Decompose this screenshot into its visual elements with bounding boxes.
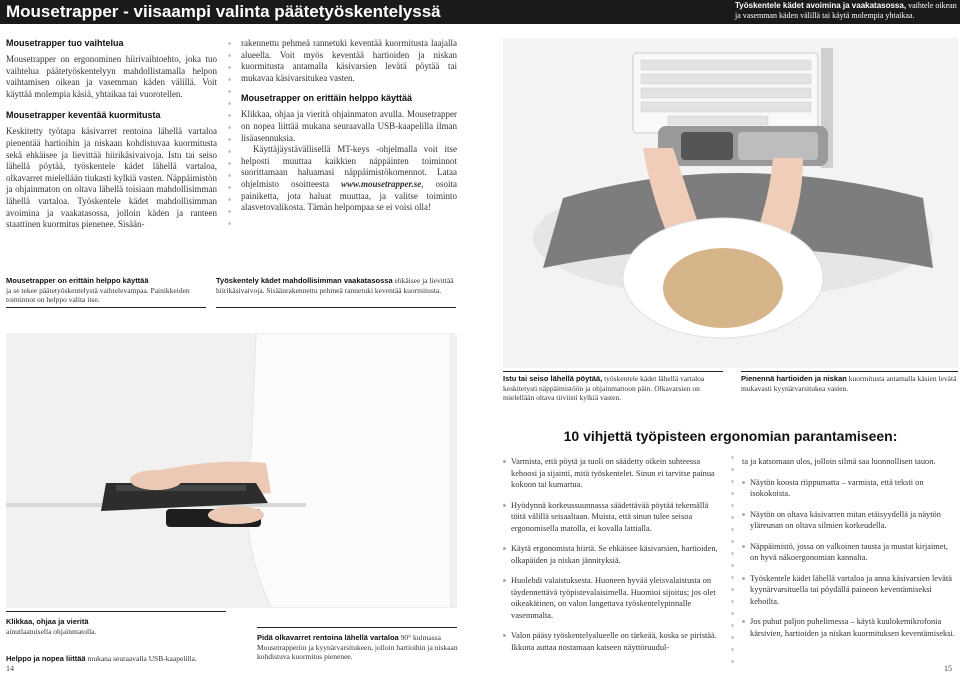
col2-heading: Mousetrapper on erittäin helppo käyttää xyxy=(241,93,413,104)
caption-click xyxy=(6,617,206,636)
section2-text: Keskitetty työtapa käsivarret rentoina lähellä vartaloa pienentää hartioihin ja niskaan kohdistuvaa kuormitusta sekä ehkäisee ja lievittää hiirikäsivaivoja. Istu tai seiso lähellä pöytää, työskentele kädet lähellä vartaloa, olkavarret mielellään tiukasti kylkiä vasten. Näppäimistön ja ohjainmaton on oltava lähellä toisiaan mahdollisimman lähellä vartaloa. Työskentele kädet mahdollisimman avoimina ja vaakatasossa, jolloin käden ja ranteen staattinen kuormitus pienenee. Sisään- xyxy=(6,126,217,230)
section2-heading: Mousetrapper keventää kuormitusta xyxy=(6,110,161,121)
photo-side-view-illustration xyxy=(6,333,457,608)
tip-item: Näytön koosta riippumatta – varmista, että teksti on isokokoista. xyxy=(742,477,958,500)
header-caption xyxy=(735,1,957,21)
photo-side-view xyxy=(6,333,457,608)
caption-horizontal-text: ehkäisee ja lievittää hiirikäsivaivoja. Sisäänrakennettu pehmeä rannetuki keventää kuormitusta. xyxy=(216,276,454,295)
caption-sit xyxy=(503,374,723,403)
col2-continued: rakennettu pehmeä rannetuki keventää kuormitusta laajalla alueella. Voit myös keventää hartioiden ja niskan kuormitusta antamalla käsivarsien levätä pöytää tai mukavaa käsivarsitukea vasten. xyxy=(241,38,457,83)
page-number-right: 15 xyxy=(944,664,952,673)
photo-top-view xyxy=(503,38,958,368)
intro-section xyxy=(6,38,217,231)
caption-reduce xyxy=(741,374,958,393)
intro-heading: Mousetrapper tuo vaihtelua xyxy=(6,38,124,48)
tip-item: Varmista, että pöytä ja tuoli on säädetty oikein suhteessa kehoosi ja sijainti, mitä työskentelet. Sinun ei tarvitse painua kokoon tai kumartua. xyxy=(503,456,721,491)
caption-click-bold: Klikkaa, ohjaa ja vieritä xyxy=(6,617,89,626)
tip-item: Työskentele kädet lähellä vartaloa ja anna käsivarsien levätä kyynärvarsituella tai pöydällä paineon keventämiseksi kehoilta. xyxy=(742,573,958,608)
caption-arms xyxy=(257,633,467,662)
page-title: Mousetrapper - viisaampi valinta päätetyöskentelyssä xyxy=(6,2,441,21)
caption-horizontal xyxy=(216,276,456,295)
caption-arms-bold: Pidä olkavarret rentoina lähellä vartaloa xyxy=(257,633,399,642)
tip-item: Näytön on oltava käsivarren mitan etäisyydellä ja näytön yläreunan on oltava silmien korkeudella. xyxy=(742,509,958,532)
column-two xyxy=(241,38,457,214)
caption-click-text: ainutlaatuisella ohjainmatolla. xyxy=(6,626,97,636)
dot-separator xyxy=(228,42,231,234)
caption-reduce-bold: Pienennä hartioiden ja niskan xyxy=(741,374,847,383)
tips-left-column xyxy=(503,456,721,662)
header-caption-bold: Työskentele kädet avoimina ja vaakatasossa, xyxy=(735,1,907,10)
col2-para1: Klikkaa, ohjaa ja vieritä ohjainmaton avulla. Mousetrapper on nopea liittää mukana seuraavalla USB-kaapelilla ilman lisäasennuksia. xyxy=(241,109,457,143)
caption-easy xyxy=(6,276,206,305)
mousetrapper-link[interactable]: www.mousetrapper.se xyxy=(341,178,422,189)
caption-horizontal-bold: Työskentely kädet mahdollisimman vaakatasossa xyxy=(216,276,393,285)
tips-title: 10 vihjettä työpisteen ergonomian parantamiseen: xyxy=(563,428,898,444)
tip-item: Huolehdi valaistuksesta. Huoneen hyvää yleisvalaistusta on täydennettävä työpistevalaisimella. Huomioi sijoitus; jos olet oikeakätinen, on valon langettava työskentelypinnalle vasemmalta. xyxy=(503,575,721,621)
caption-sit-bold: Istu tai seiso lähellä pöytää, xyxy=(503,374,603,383)
page-number-left: 14 xyxy=(6,664,14,673)
header-caption-text: vaihtele oikean ja vasemman käden välillä tai käytä molempia yhtaikaa. xyxy=(735,1,957,20)
caption-rule-mid xyxy=(216,307,456,308)
tip-continued: ta ja katsomaan ulos, jolloin silmä saa luonnollisen tauon. xyxy=(742,457,936,466)
photo-top-view-illustration xyxy=(503,38,958,368)
caption-quick xyxy=(6,654,226,664)
tips-dot-separator xyxy=(731,456,735,672)
caption-easy-text: ja se tekee päätetyöskentelystä vaihtelevampaa. Painikkeiden toiminnot on helppo valita itse. xyxy=(6,285,190,304)
caption-rule-bottom-mid xyxy=(257,627,457,628)
tip-item: Jos puhut paljon puhelimessa – käytä kuulokemikrofonia kärsivien, hartioiden ja niskan kuormituksen keventämiseksi. xyxy=(742,616,958,639)
col2-para2-after: , osoita painiketta, jota haluat muuttaa, ja valitse toiminto alasvetovalikosta. Tämän helpompaa se ei voisi olla! xyxy=(241,178,458,213)
caption-rule-bottom-left xyxy=(6,611,226,612)
caption-quick-text: mukana seuraavalla USB-kaapelilla. xyxy=(85,654,197,663)
intro-text: Mousetrapper on ergonominen hiirivaihtoehto, joka tuo vaihtelua päätetyöskentelyyn mahdollistamalla helpon vaihtamisen oikean ja vasemman käden välillä. Voit käyttää molempia käsiä, yhtaikaa tai vuorotellen. xyxy=(6,54,217,99)
tips-right-column xyxy=(742,456,958,648)
caption-easy-bold: Mousetrapper on erittäin helppo käyttää xyxy=(6,276,149,285)
caption-reduce-text: kuormitusta antamalla käsien levätä mukavasti kyynärvarsitukea vasten. xyxy=(741,374,957,393)
caption-quick-bold: Helppo ja nopea liittää xyxy=(6,654,86,663)
col2-para2-before: Käyttäjäystävällisellä MT-keys -ohjelmalla voit itse helposti muuttaa kaikkien näppäinten toiminnot suorittamaan haluamasi näppäimistökomennot. Lataa ohjelmisto osoitteesta xyxy=(241,144,457,189)
tip-item: Hyödynnä korkeussuunnassa säädettävää pöytää tekemällä töitä välillä seisaaltaan. Muista, että sinun tulee seisoa ergonomisella matolla, ei kovalla lattialla. xyxy=(503,500,721,535)
caption-sit-text: työskentele kädet lähellä vartaloa keskitetysti näppäimistöön ja ohjainmattoon päin. Olkavarsien on mielellään oltava tiiviisti kylkiä vasten. xyxy=(503,374,705,402)
caption-arms-text: 90° kulmassa Mousetrapperiin ja kyynärvarsitukeen, jolloin hartioihin ja niskaan kohdistuva kuormitus pienenee. xyxy=(257,633,458,661)
tip-item: Näppäimistö, jossa on valkoinen tausta ja mustat kirjaimet, on hyvä näkoergonomian kannalta. xyxy=(742,541,958,564)
tip-item: Valon pääsy työskentelyalueelle on tärkeää, koska se piristää. Ikkuna auttaa nostamaan katseen näyttöruudul- xyxy=(503,630,721,653)
caption-rule-reduce xyxy=(741,371,958,372)
caption-rule-sit xyxy=(503,371,723,372)
tip-item: Käytä ergonomista hiirtä. Se ehkäisee käsivarsien, hartioiden, olkapäiden ja niskan jännityksiä. xyxy=(503,543,721,566)
caption-rule-left xyxy=(6,307,206,308)
col2-para2 xyxy=(241,144,457,214)
